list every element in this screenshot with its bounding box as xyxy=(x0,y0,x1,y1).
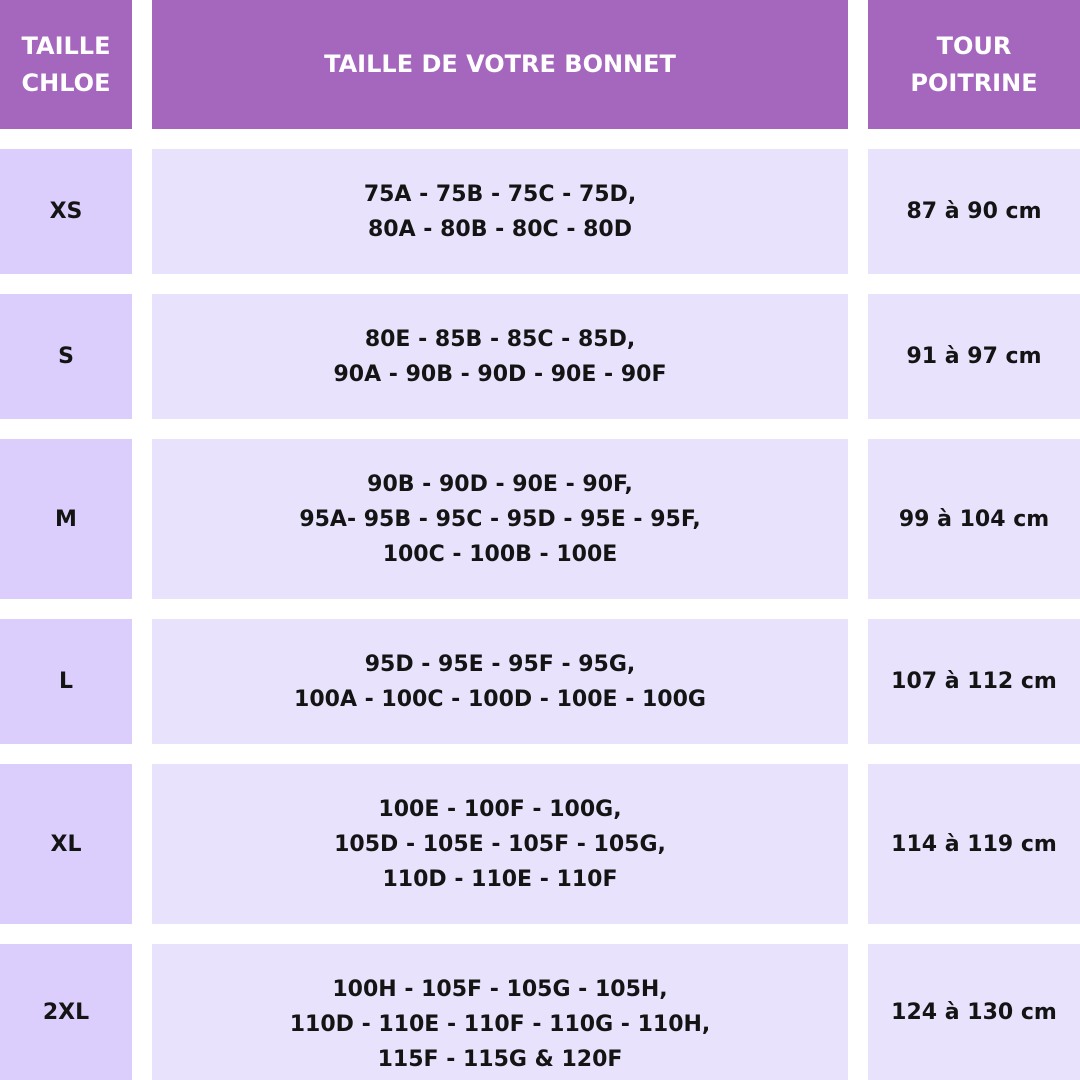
table-row-cups xyxy=(152,149,848,274)
table-row-cups xyxy=(152,294,848,419)
bust-range: 87 à 90 cm xyxy=(906,199,1042,224)
cup-line: 115F - 115G & 120F xyxy=(377,1046,623,1072)
table-row-size xyxy=(0,764,132,924)
table-row-cups xyxy=(152,439,848,599)
bust-range: 99 à 104 cm xyxy=(898,506,1050,532)
size-label: M xyxy=(55,506,77,532)
cup-line: 100E - 100F - 100G, xyxy=(378,796,622,822)
table-row-size xyxy=(0,149,132,274)
bust-range: 124 à 130 cm xyxy=(891,999,1057,1025)
table-row-bust xyxy=(868,149,1080,274)
bust-range: 114 à 119 cm xyxy=(891,831,1057,857)
header-bust-line-2: POITRINE xyxy=(910,68,1038,97)
table-row-size xyxy=(0,294,132,419)
header-cup-column xyxy=(152,0,848,129)
table-row-bust xyxy=(868,439,1080,599)
cup-line: 100H - 105F - 105G - 105H, xyxy=(332,976,668,1002)
header-bust-line-1: TOUR xyxy=(936,31,1012,60)
cup-line: 100A - 100C - 100D - 100E - 100G xyxy=(294,686,706,712)
header-cup-label: TAILLE DE VOTRE BONNET xyxy=(324,50,676,78)
table-row-bust xyxy=(868,619,1080,744)
table-row-cups xyxy=(152,619,848,744)
table-row-size xyxy=(0,619,132,744)
cup-line: 95D - 95E - 95F - 95G, xyxy=(364,651,636,677)
size-label: L xyxy=(58,669,74,694)
cup-line: 80A - 80B - 80C - 80D xyxy=(367,216,632,242)
cup-line: 90B - 90D - 90E - 90F, xyxy=(367,471,633,497)
size-label: 2XL xyxy=(42,999,90,1025)
cup-line: 110D - 110E - 110F xyxy=(382,866,618,892)
cup-line: 80E - 85B - 85C - 85D, xyxy=(364,326,636,352)
cup-line: 100C - 100B - 100E xyxy=(382,541,618,567)
bust-range: 107 à 112 cm xyxy=(891,669,1057,694)
table-row-bust xyxy=(868,944,1080,1080)
cup-line: 110D - 110E - 110F - 110G - 110H, xyxy=(289,1011,711,1037)
header-bust-column xyxy=(868,0,1080,129)
table-row-bust xyxy=(868,764,1080,924)
size-label: XS xyxy=(49,199,83,224)
table-row-cups xyxy=(152,944,848,1080)
cup-line: 75A - 75B - 75C - 75D, xyxy=(363,181,637,207)
bust-range: 91 à 97 cm xyxy=(906,344,1042,369)
table-row-size xyxy=(0,439,132,599)
size-label: XL xyxy=(50,831,82,857)
cup-line: 105D - 105E - 105F - 105G, xyxy=(334,831,666,857)
cup-line: 95A- 95B - 95C - 95D - 95E - 95F, xyxy=(299,506,701,532)
size-label: S xyxy=(58,344,74,369)
table-row-cups xyxy=(152,764,848,924)
header-size-column xyxy=(0,0,132,129)
table-row-bust xyxy=(868,294,1080,419)
header-size-line-1: TAILLE xyxy=(21,31,111,60)
table-row-size xyxy=(0,944,132,1080)
header-size-line-2: CHLOE xyxy=(21,68,111,97)
cup-line: 90A - 90B - 90D - 90E - 90F xyxy=(333,361,667,387)
